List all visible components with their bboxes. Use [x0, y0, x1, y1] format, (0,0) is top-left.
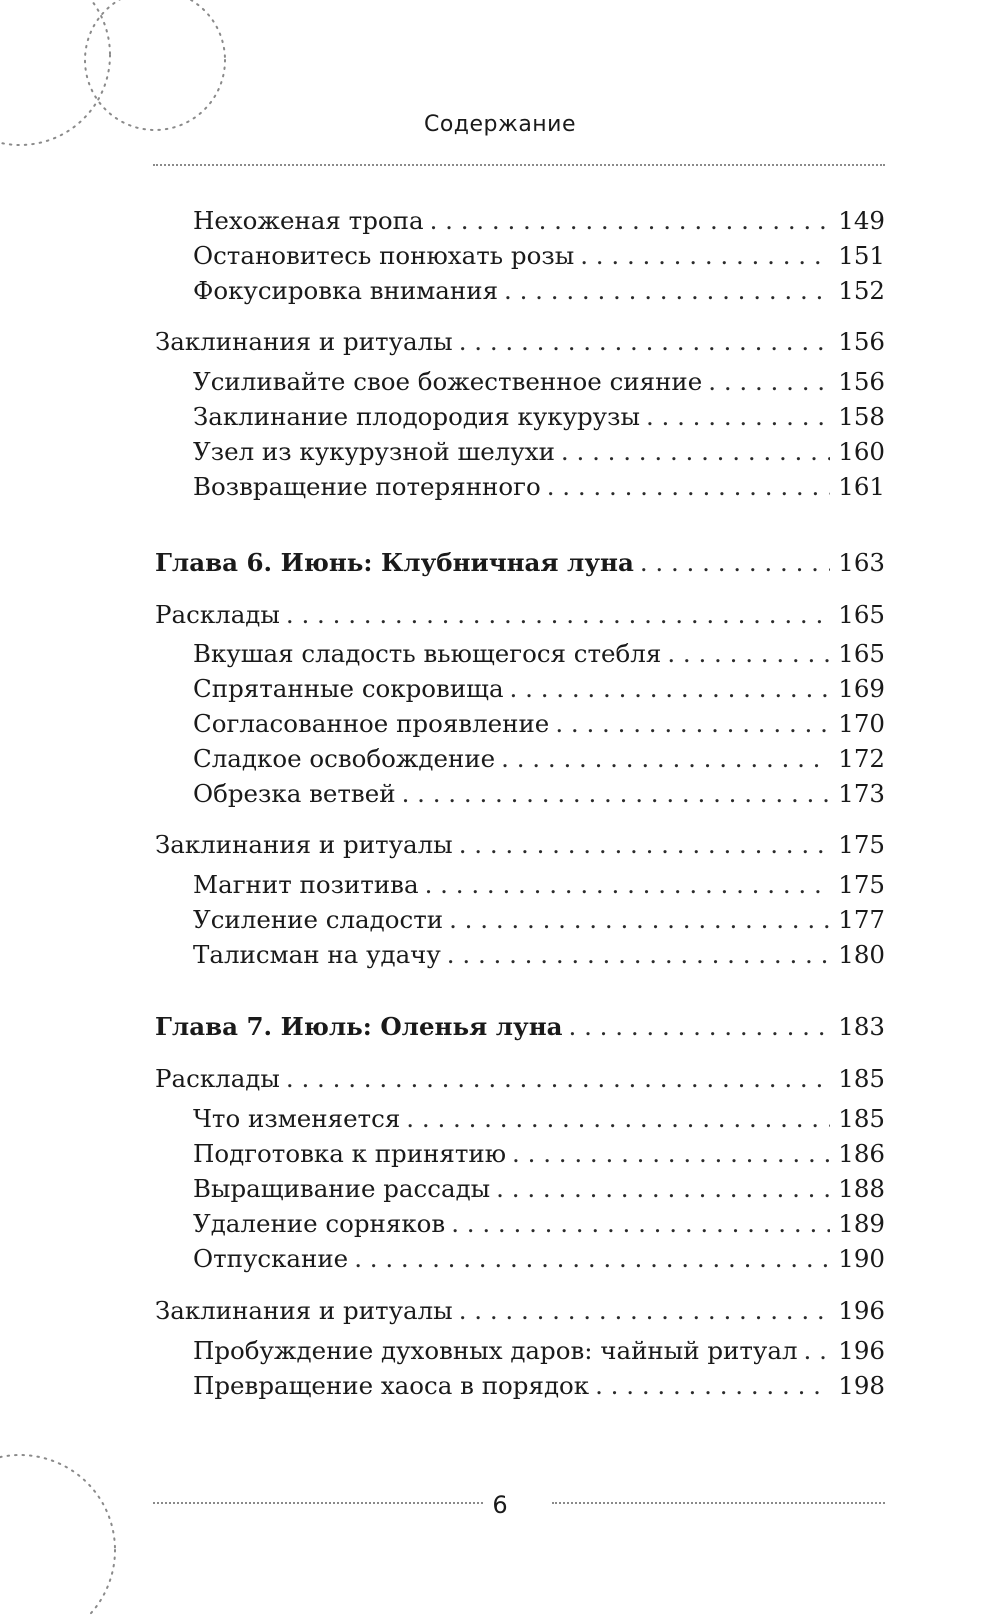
- toc-subsection-row[interactable]: [193, 1139, 885, 1169]
- toc-section-row[interactable]: [155, 600, 885, 630]
- dot-leader: [555, 709, 830, 739]
- toc-entry-page: 163: [838, 548, 885, 577]
- toc-entry-page: 156: [838, 327, 885, 356]
- dot-leader: [646, 402, 830, 432]
- toc-entry-title: Заклинания и ритуалы: [155, 830, 453, 859]
- toc-entry-title: Глава 7. Июль: Оленья луна: [155, 1012, 563, 1041]
- toc-subsection-row[interactable]: [193, 472, 885, 502]
- toc-entry-title: Превращение хаоса в порядок: [193, 1371, 590, 1400]
- dot-leader: [510, 674, 831, 704]
- dot-leader: [580, 241, 830, 271]
- decorative-circles-bottom: [0, 1440, 200, 1615]
- toc-entry-page: 183: [838, 1012, 885, 1041]
- toc-entry-page: 198: [838, 1371, 885, 1400]
- toc-subsection-row[interactable]: [193, 674, 885, 704]
- toc-entry-page: 177: [838, 905, 885, 934]
- toc-entry-page: 175: [838, 830, 885, 859]
- toc-entry-title: Талисман на удачу: [193, 940, 441, 969]
- toc-entry-page: 161: [838, 472, 885, 501]
- toc-chapter-row[interactable]: [155, 1012, 885, 1042]
- toc-entry-page: 169: [838, 674, 885, 703]
- toc-subsection-row[interactable]: [193, 1104, 885, 1134]
- dot-leader: [451, 1209, 830, 1239]
- decorative-circles-top: [0, 0, 1000, 200]
- toc-entry-title: Глава 6. Июнь: Клубничная луна: [155, 548, 634, 577]
- dot-leader: [561, 437, 830, 467]
- toc-entry-page: 158: [838, 402, 885, 431]
- toc-section-row[interactable]: [155, 1296, 885, 1326]
- toc-entry-page: 186: [838, 1139, 885, 1168]
- toc-entry-title: Выращивание рассады: [193, 1174, 491, 1203]
- dot-leader: [430, 206, 831, 236]
- toc-entry-page: 196: [838, 1296, 885, 1325]
- toc-entry-title: Спрятанные сокровища: [193, 674, 504, 703]
- toc-entry-page: 152: [838, 276, 885, 305]
- toc-entry-title: Фокусировка внимания: [193, 276, 499, 305]
- toc-entry-page: 188: [838, 1174, 885, 1203]
- toc-subsection-row[interactable]: [193, 870, 885, 900]
- toc-entry-title: Заклинания и ритуалы: [155, 327, 453, 356]
- toc-section-row[interactable]: [155, 1064, 885, 1094]
- toc-subsection-row[interactable]: [193, 1336, 885, 1366]
- toc-entry-title: Пробуждение духовных даров: чайный ритуал: [193, 1336, 798, 1365]
- toc-entry-title: Сладкое освобождение: [193, 744, 496, 773]
- toc-subsection-row[interactable]: [193, 241, 885, 271]
- toc-entry-title: Отпускание: [193, 1244, 349, 1273]
- dot-leader: [595, 1371, 830, 1401]
- dot-leader: [459, 327, 831, 357]
- toc-subsection-row[interactable]: [193, 367, 885, 397]
- toc-subsection-row[interactable]: [193, 1209, 885, 1239]
- toc-subsection-row[interactable]: [193, 639, 885, 669]
- toc-entry-page: 190: [838, 1244, 885, 1273]
- toc-entry-page: 173: [838, 779, 885, 808]
- toc-entry-page: 160: [838, 437, 885, 466]
- dot-leader: [640, 548, 830, 578]
- toc-entry-title: Расклады: [155, 600, 280, 629]
- toc-entry-title: Вкушая сладость вьющегося стебля: [193, 639, 662, 668]
- dot-leader: [449, 905, 830, 935]
- toc-entry-title: Узел из кукурузной шелухи: [193, 437, 555, 466]
- toc-entry-page: 165: [838, 600, 885, 629]
- dot-leader: [804, 1336, 831, 1366]
- toc-entry-title: Заклинания и ритуалы: [155, 1296, 453, 1325]
- toc-entry-page: 185: [838, 1104, 885, 1133]
- toc-subsection-row[interactable]: [193, 206, 885, 236]
- toc-entry-title: Усиливайте свое божественное сияние: [193, 367, 703, 396]
- dot-leader: [406, 1104, 830, 1134]
- decor-circle-3: [0, 1455, 115, 1615]
- toc-entry-title: Удаление сорняков: [193, 1209, 446, 1238]
- toc-subsection-row[interactable]: [193, 744, 885, 774]
- toc-entry-page: 165: [838, 639, 885, 668]
- dot-leader: [569, 1012, 831, 1042]
- toc-entry-title: Остановитесь понюхать розы: [193, 241, 575, 270]
- toc-entry-title: Что изменяется: [193, 1104, 401, 1133]
- dot-leader: [504, 276, 830, 306]
- toc-subsection-row[interactable]: [193, 940, 885, 970]
- toc-entry-page: 156: [838, 367, 885, 396]
- toc-subsection-row[interactable]: [193, 402, 885, 432]
- toc-entry-title: Возвращение потерянного: [193, 472, 541, 501]
- toc-entry-title: Подготовка к принятию: [193, 1139, 507, 1168]
- toc-subsection-row[interactable]: [193, 709, 885, 739]
- dot-leader: [708, 367, 830, 397]
- toc-subsection-row[interactable]: [193, 1244, 885, 1274]
- toc-entry-page: 175: [838, 870, 885, 899]
- dot-leader: [286, 600, 830, 630]
- toc-subsection-row[interactable]: [193, 1174, 885, 1204]
- dot-leader: [667, 639, 830, 669]
- toc-section-row[interactable]: [155, 830, 885, 860]
- toc-entry-page: 196: [838, 1336, 885, 1365]
- toc-entry-page: 172: [838, 744, 885, 773]
- decor-circle-1: [85, 0, 225, 130]
- toc-subsection-row[interactable]: [193, 779, 885, 809]
- dot-leader: [354, 1244, 830, 1274]
- toc-entry-page: 151: [838, 241, 885, 270]
- dot-leader: [547, 472, 831, 502]
- toc-subsection-row[interactable]: [193, 905, 885, 935]
- toc-chapter-row[interactable]: [155, 548, 885, 578]
- toc-subsection-row[interactable]: [193, 437, 885, 467]
- toc-entry-title: Магнит позитива: [193, 870, 419, 899]
- toc-entry-page: 170: [838, 709, 885, 738]
- toc-entry-page: 149: [838, 206, 885, 235]
- dot-leader: [402, 779, 831, 809]
- dot-leader: [459, 1296, 831, 1326]
- dot-leader: [512, 1139, 830, 1169]
- dot-leader: [447, 940, 830, 970]
- dot-leader: [496, 1174, 830, 1204]
- toc-entry-title: Обрезка ветвей: [193, 779, 396, 808]
- toc-entry-title: Усиление сладости: [193, 905, 444, 934]
- dot-leader: [501, 744, 830, 774]
- toc-entry-page: 180: [838, 940, 885, 969]
- toc-entry-title: Заклинание плодородия кукурузы: [193, 402, 640, 431]
- toc-entry-title: Расклады: [155, 1064, 280, 1093]
- toc-entry-title: Согласованное проявление: [193, 709, 550, 738]
- toc-subsection-row[interactable]: [193, 1371, 885, 1401]
- page-title: Содержание: [423, 112, 577, 137]
- toc-subsection-row[interactable]: [193, 276, 885, 306]
- page-number: 6: [492, 1491, 508, 1519]
- footer-divider-right: [552, 1502, 885, 1504]
- dot-leader: [425, 870, 831, 900]
- toc-entry-page: 189: [838, 1209, 885, 1238]
- dot-leader: [286, 1064, 830, 1094]
- dot-leader: [459, 830, 831, 860]
- toc-entry-page: 185: [838, 1064, 885, 1093]
- toc-entry-title: Нехоженая тропа: [193, 206, 424, 235]
- toc-section-row[interactable]: [155, 327, 885, 357]
- header-divider: [153, 164, 885, 166]
